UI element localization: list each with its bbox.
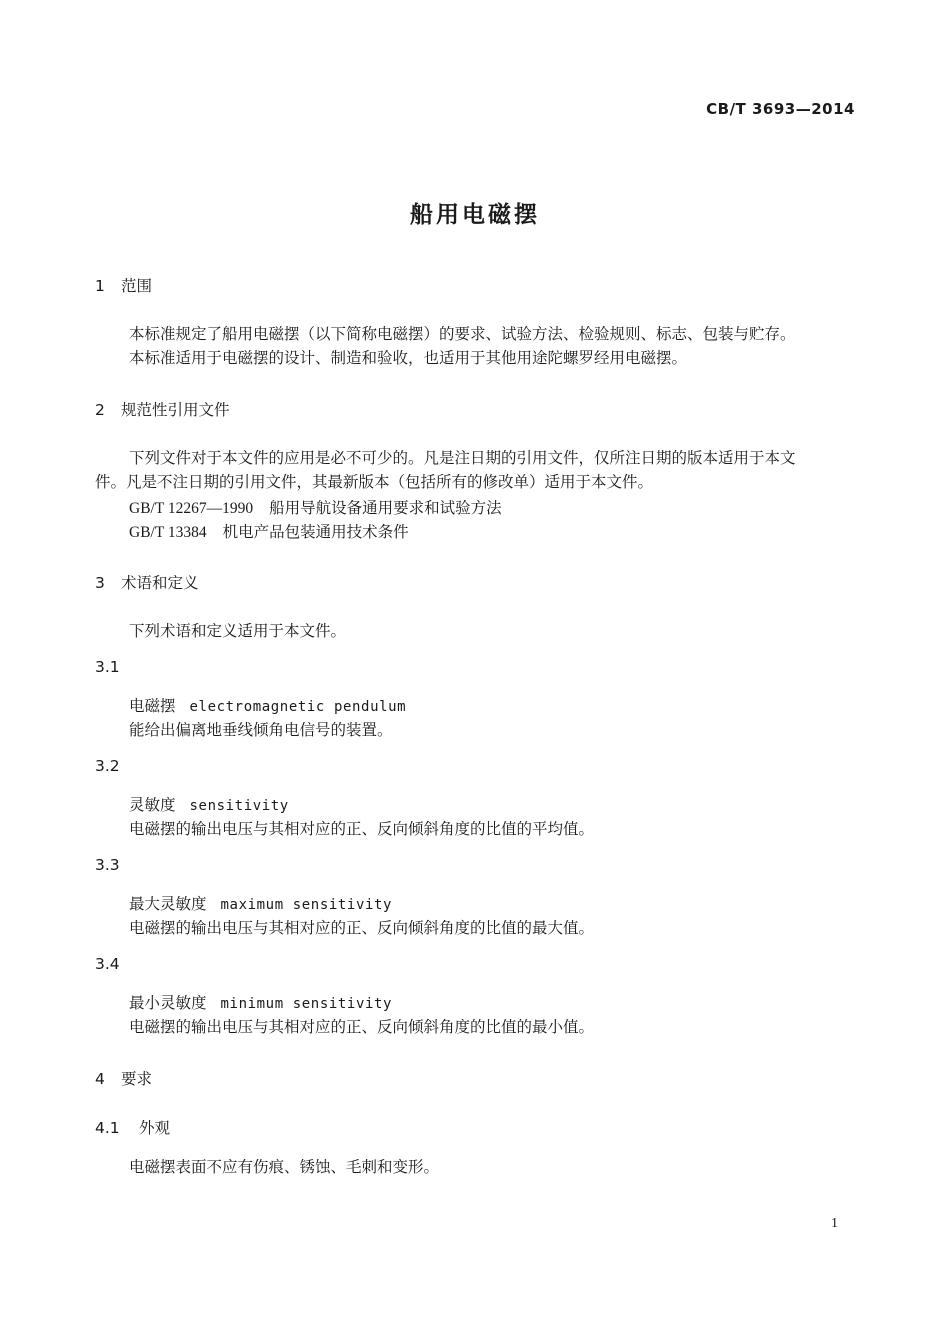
term-zh: 最大灵敏度	[129, 895, 207, 913]
term-en: maximum sensitivity	[220, 897, 393, 913]
section-number: 2	[95, 401, 105, 419]
term-en: minimum sensitivity	[220, 996, 393, 1012]
reference-item	[129, 520, 409, 542]
term-number: 3.2	[95, 757, 120, 775]
section-title: 规范性引用文件	[121, 401, 230, 419]
term-zh: 最小灵敏度	[129, 994, 207, 1012]
term-number: 3.1	[95, 658, 120, 676]
subsection-number: 4.1	[95, 1119, 120, 1137]
section-3-heading	[95, 571, 199, 593]
term-definition: 电磁摆的输出电压与其相对应的正、反向倾斜角度的比值的最小值。	[129, 1018, 595, 1036]
section-1-heading	[95, 274, 152, 296]
paragraph: 电磁摆表面不应有伤痕、锈蚀、毛刺和变形。	[129, 1158, 440, 1176]
page-number: 1	[831, 1216, 838, 1231]
section-4-heading	[95, 1067, 152, 1089]
section-number: 3	[95, 574, 105, 592]
subsection-title: 外观	[139, 1119, 171, 1137]
term-en: electromagnetic pendulum	[189, 699, 407, 715]
term-zh: 电磁摆	[129, 697, 176, 715]
term-number: 3.3	[95, 856, 120, 874]
reference-code: GB/T 12267—1990	[129, 500, 254, 517]
document-title: 船用电磁摆	[410, 202, 540, 228]
section-title: 要求	[121, 1070, 153, 1088]
term-entry	[129, 991, 392, 1013]
term-number: 3.4	[95, 955, 120, 973]
term-definition: 能给出偏离地垂线倾角电信号的装置。	[129, 721, 393, 739]
reference-code: GB/T 13384	[129, 524, 207, 541]
section-title: 范围	[121, 277, 153, 295]
paragraph: 下列文件对于本文件的应用是必不可少的。凡是注日期的引用文件，仅所注日期的版本适用于本文	[129, 449, 796, 467]
term-entry	[129, 694, 406, 716]
section-number: 1	[95, 277, 105, 295]
section-number: 4	[95, 1070, 105, 1088]
paragraph: 本标准规定了船用电磁摆（以下简称电磁摆）的要求、试验方法、检验规则、标志、包装与贮存。	[129, 325, 796, 343]
paragraph-continuation: 件。凡是不注日期的引用文件，其最新版本（包括所有的修改单）适用于本文件。	[95, 473, 654, 491]
reference-item	[129, 496, 502, 518]
section-2-heading	[95, 398, 230, 420]
standard-code: CB/T 3693—2014	[706, 100, 855, 118]
term-definition: 电磁摆的输出电压与其相对应的正、反向倾斜角度的比值的最大值。	[129, 919, 595, 937]
term-definition: 电磁摆的输出电压与其相对应的正、反向倾斜角度的比值的平均值。	[129, 820, 595, 838]
paragraph: 下列术语和定义适用于本文件。	[129, 622, 347, 640]
subsection-4-1-heading	[95, 1116, 170, 1138]
reference-title: 机电产品包装通用技术条件	[222, 523, 409, 541]
term-en: sensitivity	[189, 798, 289, 814]
term-entry	[129, 892, 392, 914]
term-entry	[129, 793, 289, 815]
reference-title: 船用导航设备通用要求和试验方法	[269, 499, 502, 517]
section-title: 术语和定义	[121, 574, 199, 592]
paragraph: 本标准适用于电磁摆的设计、制造和验收，也适用于其他用途陀螺罗经用电磁摆。	[129, 349, 688, 367]
term-zh: 灵敏度	[129, 796, 176, 814]
